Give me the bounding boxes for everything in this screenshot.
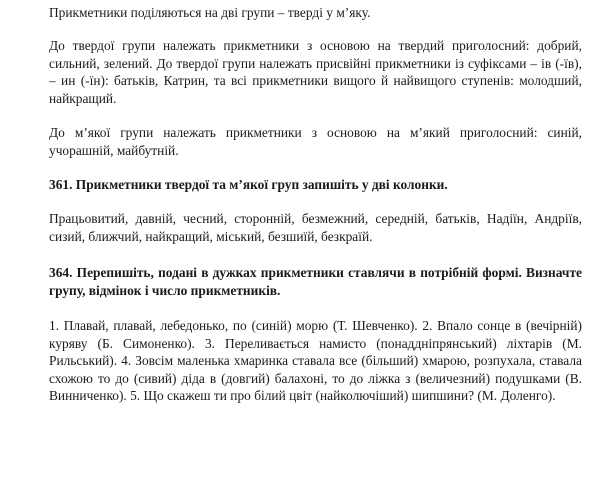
soft-group-paragraph: До м’якої групи належать прикметники з основою на м’який приголосний: синій, учорашній, майбутній. xyxy=(49,125,582,158)
exercise-361-heading: 361. Прикметники твердої та м’якої груп запишіть у дві колонки. xyxy=(49,177,448,192)
exercise-361-words: Працьовитий, давній, чесний, сторонній, безмежний, середній, батьків, Надіїн, Андріїв, сизий, ближчий, найкращий, міський, безшиїй, безкраїй. xyxy=(49,211,582,244)
exercise-364-heading: 364. Перепишіть, подані в дужках прикметники ставлячи в потрібній формі. Визначте групу, відмінок і число прикметників. xyxy=(49,265,582,298)
hard-group-paragraph: До твердої групи належать прикметники з основою на твердий приголосний: добрий, сильний, зелений. До твердої групи належать присвійні прикметники із суфіксами – ів (-їв), – ин (-їн): батьків, Катрин, та всі прикметники вищого й найвищого ступенів: молодший, найкращий. xyxy=(49,38,582,106)
exercise-364-text: 1. Плавай, плавай, лебедонько, по (синій) морю (Т. Шевченко). 2. Впало сонце в (вечірній) куряву (Б. Симоненко). 3. Переливається намисто (понаддніпрянський) ліхтарів (М. Рильський). 4. Зовсім маленька хмаринка ставала все (більший) хмарою, розпухала, ставала схожою то до (сивий) діда в (довгий) балахоні, то до ліжка з (величезний) подушками (В. Винниченко). 5. Що скажеш ти про білий цвіт (найколючіший) шипшини? (М. Доленго). xyxy=(49,318,582,403)
intro-paragraph: Прикметники поділяються на дві групи – тверді у м’яку. xyxy=(49,5,371,20)
